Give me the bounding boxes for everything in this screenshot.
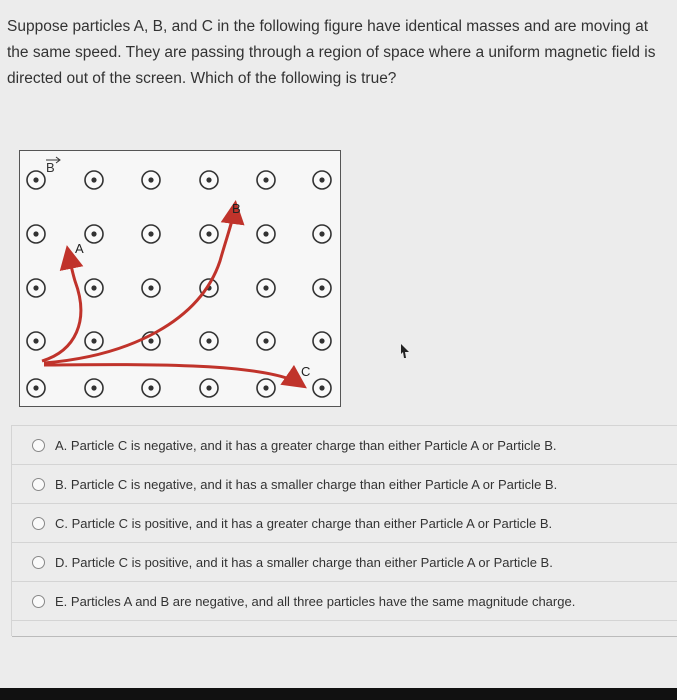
field-out-of-screen-icon <box>200 332 218 350</box>
field-out-of-screen-icon <box>200 171 218 189</box>
screen-bottom-edge <box>0 688 677 700</box>
field-out-of-screen-icon <box>142 379 160 397</box>
field-out-of-screen-icon <box>27 171 45 189</box>
field-out-of-screen-icon <box>142 225 160 243</box>
field-out-of-screen-icon <box>257 379 275 397</box>
radio-icon[interactable] <box>32 556 45 569</box>
field-out-of-screen-icon <box>142 171 160 189</box>
field-out-of-screen-icon <box>257 171 275 189</box>
particle-b-label: B <box>232 201 241 216</box>
choice-b-label: B. Particle C is negative, and it has a smaller charge than either Particle A or Particle B. <box>55 476 558 492</box>
particle-a-label: A <box>75 241 84 256</box>
field-out-of-screen-icon <box>85 379 103 397</box>
field-out-of-screen-icon <box>257 225 275 243</box>
answer-choices <box>12 425 677 621</box>
field-diagram <box>20 151 340 406</box>
field-out-of-screen-icon <box>200 225 218 243</box>
field-out-of-screen-icon <box>85 279 103 297</box>
magnetic-field-figure <box>19 150 341 407</box>
particle-c-label: C <box>301 364 311 379</box>
choice-e-label: E. Particles A and B are negative, and all three particles have the same magnitude charge. <box>55 593 576 609</box>
field-out-of-screen-icon <box>27 379 45 397</box>
field-out-of-screen-icon <box>142 279 160 297</box>
field-out-of-screen-icon <box>313 332 331 350</box>
choice-a[interactable] <box>12 426 677 465</box>
choice-e[interactable] <box>12 582 677 621</box>
radio-icon[interactable] <box>32 595 45 608</box>
field-out-of-screen-icon <box>85 225 103 243</box>
choice-d-label: D. Particle C is positive, and it has a smaller charge than either Particle A or Particle B. <box>55 554 553 570</box>
radio-icon[interactable] <box>32 517 45 530</box>
choices-bottom-border <box>12 636 677 637</box>
radio-icon[interactable] <box>32 439 45 452</box>
field-out-of-screen-icon <box>257 279 275 297</box>
radio-icon[interactable] <box>32 478 45 491</box>
field-out-of-screen-icon <box>27 225 45 243</box>
question-text: Suppose particles A, B, and C in the following figure have identical masses and are moving at the same speed. They are passing through a region of space where a uniform magnetic field is directed out of the screen. Which of the following is true? <box>7 18 656 87</box>
mouse-cursor-icon <box>399 343 411 359</box>
field-out-of-screen-icon <box>313 171 331 189</box>
field-out-of-screen-icon <box>85 332 103 350</box>
field-out-of-screen-icon <box>257 332 275 350</box>
field-out-of-screen-icon <box>313 379 331 397</box>
field-out-of-screen-icon <box>200 379 218 397</box>
choice-c-label: C. Particle C is positive, and it has a greater charge than either Particle A or Particle B. <box>55 515 553 531</box>
choice-d[interactable] <box>12 543 677 582</box>
choice-c[interactable] <box>12 504 677 543</box>
field-label: B <box>46 160 55 175</box>
field-out-of-screen-icon <box>313 225 331 243</box>
field-out-of-screen-icon <box>27 332 45 350</box>
path-particle-a <box>42 251 81 361</box>
choice-a-label: A. Particle C is negative, and it has a greater charge than either Particle A or Particle B. <box>55 437 557 453</box>
field-out-of-screen-icon <box>27 279 45 297</box>
field-dots <box>27 171 331 397</box>
field-out-of-screen-icon <box>313 279 331 297</box>
choice-b[interactable] <box>12 465 677 504</box>
field-out-of-screen-icon <box>85 171 103 189</box>
